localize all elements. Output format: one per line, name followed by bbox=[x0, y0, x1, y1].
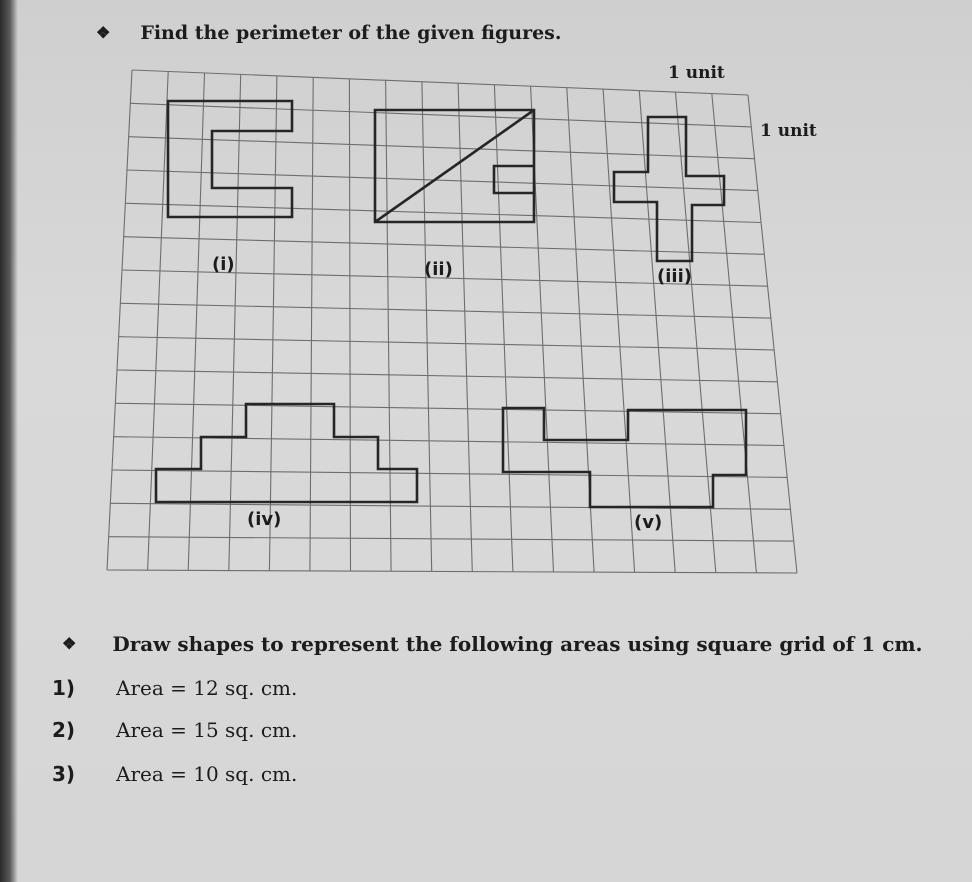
question-number: 3) bbox=[52, 762, 76, 786]
question-item bbox=[52, 676, 297, 700]
figure-ii-notch bbox=[494, 166, 534, 193]
grid-line-horizontal bbox=[125, 203, 761, 222]
diamond-bullet-icon: ❖ bbox=[96, 23, 111, 42]
grid-line-horizontal bbox=[129, 137, 755, 159]
grid-line-horizontal bbox=[109, 537, 794, 541]
instruction-heading bbox=[62, 632, 923, 656]
grid-line-vertical bbox=[386, 80, 392, 571]
grid-line-vertical bbox=[603, 89, 635, 572]
diamond-bullet-icon: ❖ bbox=[62, 634, 77, 653]
grid-line-vertical bbox=[712, 94, 757, 573]
figures bbox=[156, 101, 746, 507]
grid-line-vertical bbox=[269, 76, 277, 571]
section-title: Find the perimeter of the given figures. bbox=[140, 22, 562, 44]
grid-line-vertical bbox=[310, 77, 313, 571]
question-text: Area = 15 sq. cm. bbox=[116, 718, 298, 742]
question-item bbox=[52, 718, 297, 742]
grid-line-horizontal bbox=[120, 303, 771, 318]
figure-iv-outline bbox=[156, 404, 417, 502]
grid-line-horizontal bbox=[112, 470, 787, 477]
question-item bbox=[52, 762, 297, 786]
grid-line-vertical bbox=[422, 82, 432, 572]
grid-line-vertical bbox=[107, 70, 132, 570]
grid-line-horizontal bbox=[124, 237, 765, 255]
grid-line-horizontal bbox=[117, 370, 777, 382]
grid-line-horizontal bbox=[132, 70, 748, 95]
grid-line-vertical bbox=[748, 95, 797, 573]
figure-i-outline bbox=[168, 101, 292, 217]
grid-line-vertical bbox=[229, 74, 241, 570]
grid-line-vertical bbox=[639, 91, 675, 573]
question-number: 2) bbox=[52, 718, 76, 742]
grid-line-horizontal bbox=[130, 103, 751, 127]
grid-line-horizontal bbox=[107, 570, 797, 573]
grid-line-horizontal bbox=[115, 403, 780, 413]
question-text: Area = 10 sq. cm. bbox=[116, 762, 298, 786]
unit-label-horizontal: 1 unit bbox=[668, 63, 725, 83]
grid-line-vertical bbox=[494, 85, 513, 572]
grid-line-vertical bbox=[188, 73, 204, 571]
question-number: 1) bbox=[52, 676, 76, 700]
grid-line-vertical bbox=[676, 92, 716, 572]
figure-label-i: (i) bbox=[212, 254, 235, 275]
grid-line-horizontal bbox=[119, 337, 774, 350]
grid-line-vertical bbox=[349, 79, 350, 571]
question-text: Area = 12 sq. cm. bbox=[116, 676, 298, 700]
instruction-text: Draw shapes to represent the following areas using square grid of 1 cm. bbox=[112, 632, 923, 656]
figure-label-iv: (iv) bbox=[247, 509, 282, 530]
figure-label-ii: (ii) bbox=[424, 259, 453, 280]
figure-label-iii: (iii) bbox=[657, 266, 692, 287]
figure-label-v: (v) bbox=[634, 512, 663, 533]
grid-lines bbox=[107, 70, 797, 573]
grid-line-vertical bbox=[148, 72, 169, 571]
unit-label-vertical: 1 unit bbox=[760, 121, 817, 141]
